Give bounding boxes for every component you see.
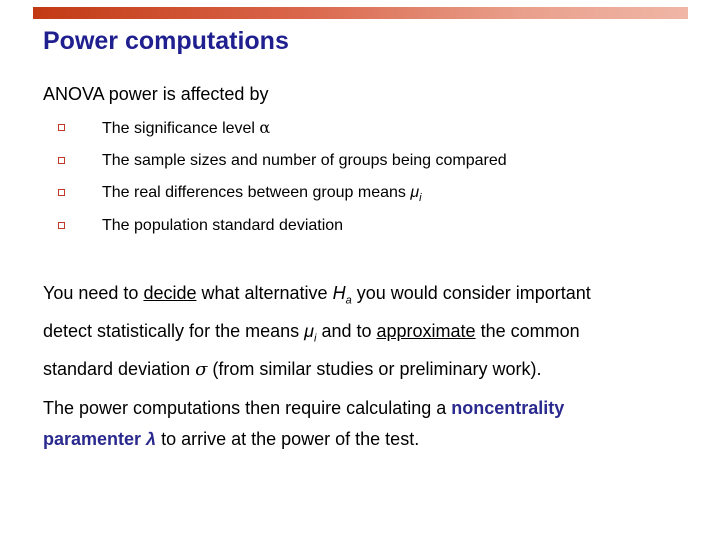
mu-subscript: i	[314, 332, 317, 345]
header-gradient-bar	[33, 7, 688, 19]
list-item-sample-sizes	[58, 149, 507, 182]
alternative-paragraph	[43, 278, 591, 386]
paragraph-line	[43, 393, 564, 424]
hollow-square-bullet-icon	[58, 222, 65, 229]
parameter-term: paramenter	[43, 428, 147, 449]
bullet-text: The significance level	[102, 120, 260, 137]
bullet-text: The population standard deviation	[102, 216, 344, 234]
factor-list	[58, 116, 507, 246]
slide-title: Power computations	[43, 27, 289, 55]
bullet-text: The real differences between group means	[102, 184, 411, 201]
lambda-symbol: λ	[146, 428, 157, 449]
text-run: detect statistically for the means	[43, 321, 305, 342]
paragraph-line	[43, 354, 591, 386]
ha-symbol: H	[332, 283, 346, 303]
ha-subscript: a	[345, 294, 352, 307]
text-run: to arrive at the power of the test.	[156, 428, 420, 449]
approximate-underlined: approximate	[376, 321, 476, 342]
intro-text: ANOVA power is affected by	[43, 84, 269, 104]
mu-subscript: i	[419, 192, 422, 205]
text-run: and to	[316, 321, 377, 342]
mu-symbol: μ	[304, 321, 314, 342]
decide-underlined: decide	[143, 283, 197, 303]
mu-symbol: μ	[410, 184, 420, 201]
paragraph-line	[43, 278, 591, 316]
text-run: you would consider important	[351, 283, 591, 303]
text-run: the common	[475, 321, 580, 342]
hollow-square-bullet-icon	[58, 157, 65, 164]
bullet-text: The sample sizes and number of groups being compared	[102, 151, 507, 169]
list-item-group-means	[58, 181, 507, 214]
text-run: You need to	[43, 283, 144, 303]
text-run: (from similar studies or preliminary work).	[207, 359, 542, 380]
paragraph-line	[43, 424, 564, 455]
hollow-square-bullet-icon	[58, 124, 65, 131]
list-item-std-dev	[58, 214, 507, 247]
text-run: what alternative	[196, 283, 333, 303]
sigma-symbol: σ	[195, 359, 208, 381]
power-paragraph	[43, 393, 564, 454]
paragraph-line	[43, 316, 591, 354]
text-run: The power computations then require calculating a	[43, 398, 452, 418]
list-item-significance	[58, 116, 507, 149]
noncentrality-term: noncentrality	[451, 398, 565, 418]
alpha-symbol: α	[259, 118, 271, 137]
text-run: standard deviation	[43, 359, 196, 380]
hollow-square-bullet-icon	[58, 189, 65, 196]
